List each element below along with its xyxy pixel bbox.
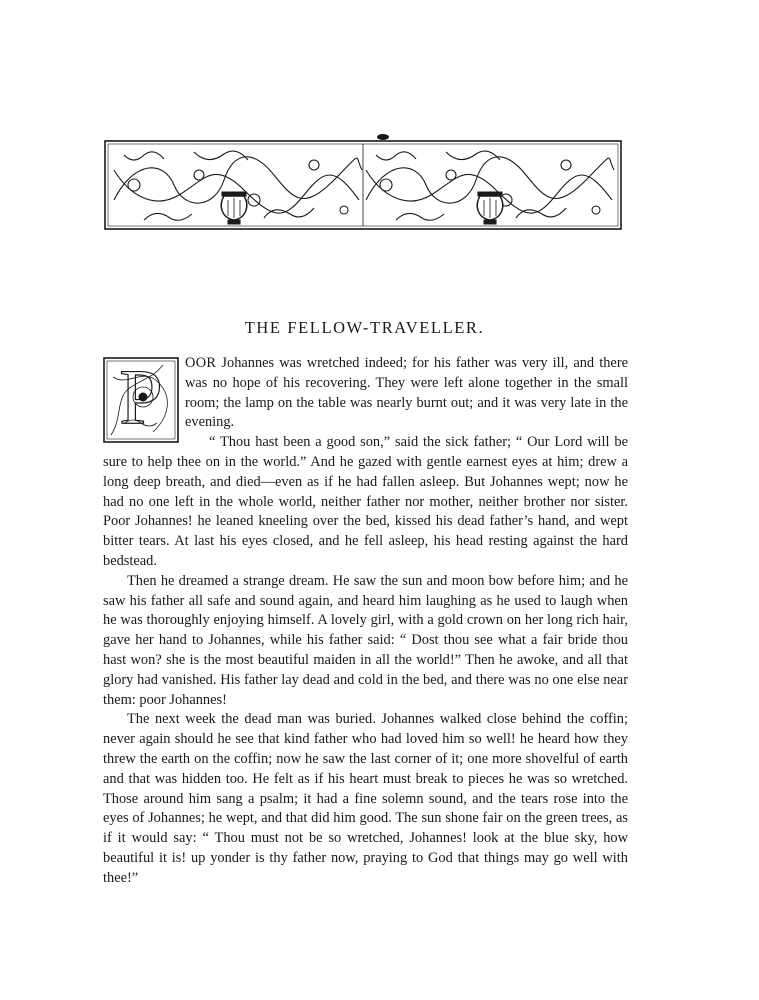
drop-cap-ornament (103, 357, 179, 443)
vase-icon (221, 192, 247, 224)
paragraph: “ Thou hast been a good son,” said the sick father; “ Our Lord will be sure to help thee on in the world.” And he gazed with gentle earnest eyes at him; drew a long deep breath, and died—even as if he had fallen asleep. But Johannes wept; now he had no one left in the whole world, neither father nor mother, neither brother nor sister. Poor Johannes! he leaned kneeling over the bed, kissed his dead father’s hand, and wept bitter tears. At last his eyes closed, and he fell asleep, his head resting against the hard bedstead. (103, 434, 628, 569)
page-title: THE FELLOW-TRAVELLER. (244, 318, 485, 337)
paragraph: Then he dreamed a strange dream. He saw the sun and moon bow before him; and he saw his father all safe and sound again, and heard him laughing as he used to laugh when he was thoroughly enjoying himself. A lovely girl, with a gold crown on her long rich hair, gave her hand to Johannes, while his father said: “ Dost thou see what a fair bride thou hast won? she is the most beautiful maiden in all the world!” Then he awoke, and all that glory had vanished. His father lay dead and cold in the bed, and there was no one else near them: poor Johannes! (103, 572, 628, 708)
paragraph-text: Johannes was wretched indeed; for his father was very ill, and there was no hope of his recovering. They were left alone together in the small room; the lamp on the table was nearly burnt out; and it was very late in the evening. (185, 355, 628, 431)
ornamental-vine-banner (104, 140, 622, 230)
ink-mark (376, 128, 390, 136)
story-text (103, 354, 628, 889)
paragraph: The next week the dead man was buried. Johannes walked close behind the coffin; never again should he see that kind father who had loved him so well! he heard how they threw the earth on the coffin; now he saw the last corner of it; one more shovelful of earth and that was hidden too. He felt as if his heart must break to pieces he was so wretched. Those around him sang a psalm; it had a fine solemn sound, and the tears rose into the eyes of Johannes; he wept, and that did him good. The sun shone fair on the green trees, as if it would say: “ Thou must not be so wretched, Johannes! look at the blue sky, how beautiful it is! up yonder is thy father now, praying to God that things may go well with thee!” (103, 711, 628, 886)
vase-icon (477, 192, 503, 224)
paragraph (103, 354, 628, 440)
lead-in: OOR (185, 355, 217, 371)
svg-text:P: P (119, 357, 163, 440)
